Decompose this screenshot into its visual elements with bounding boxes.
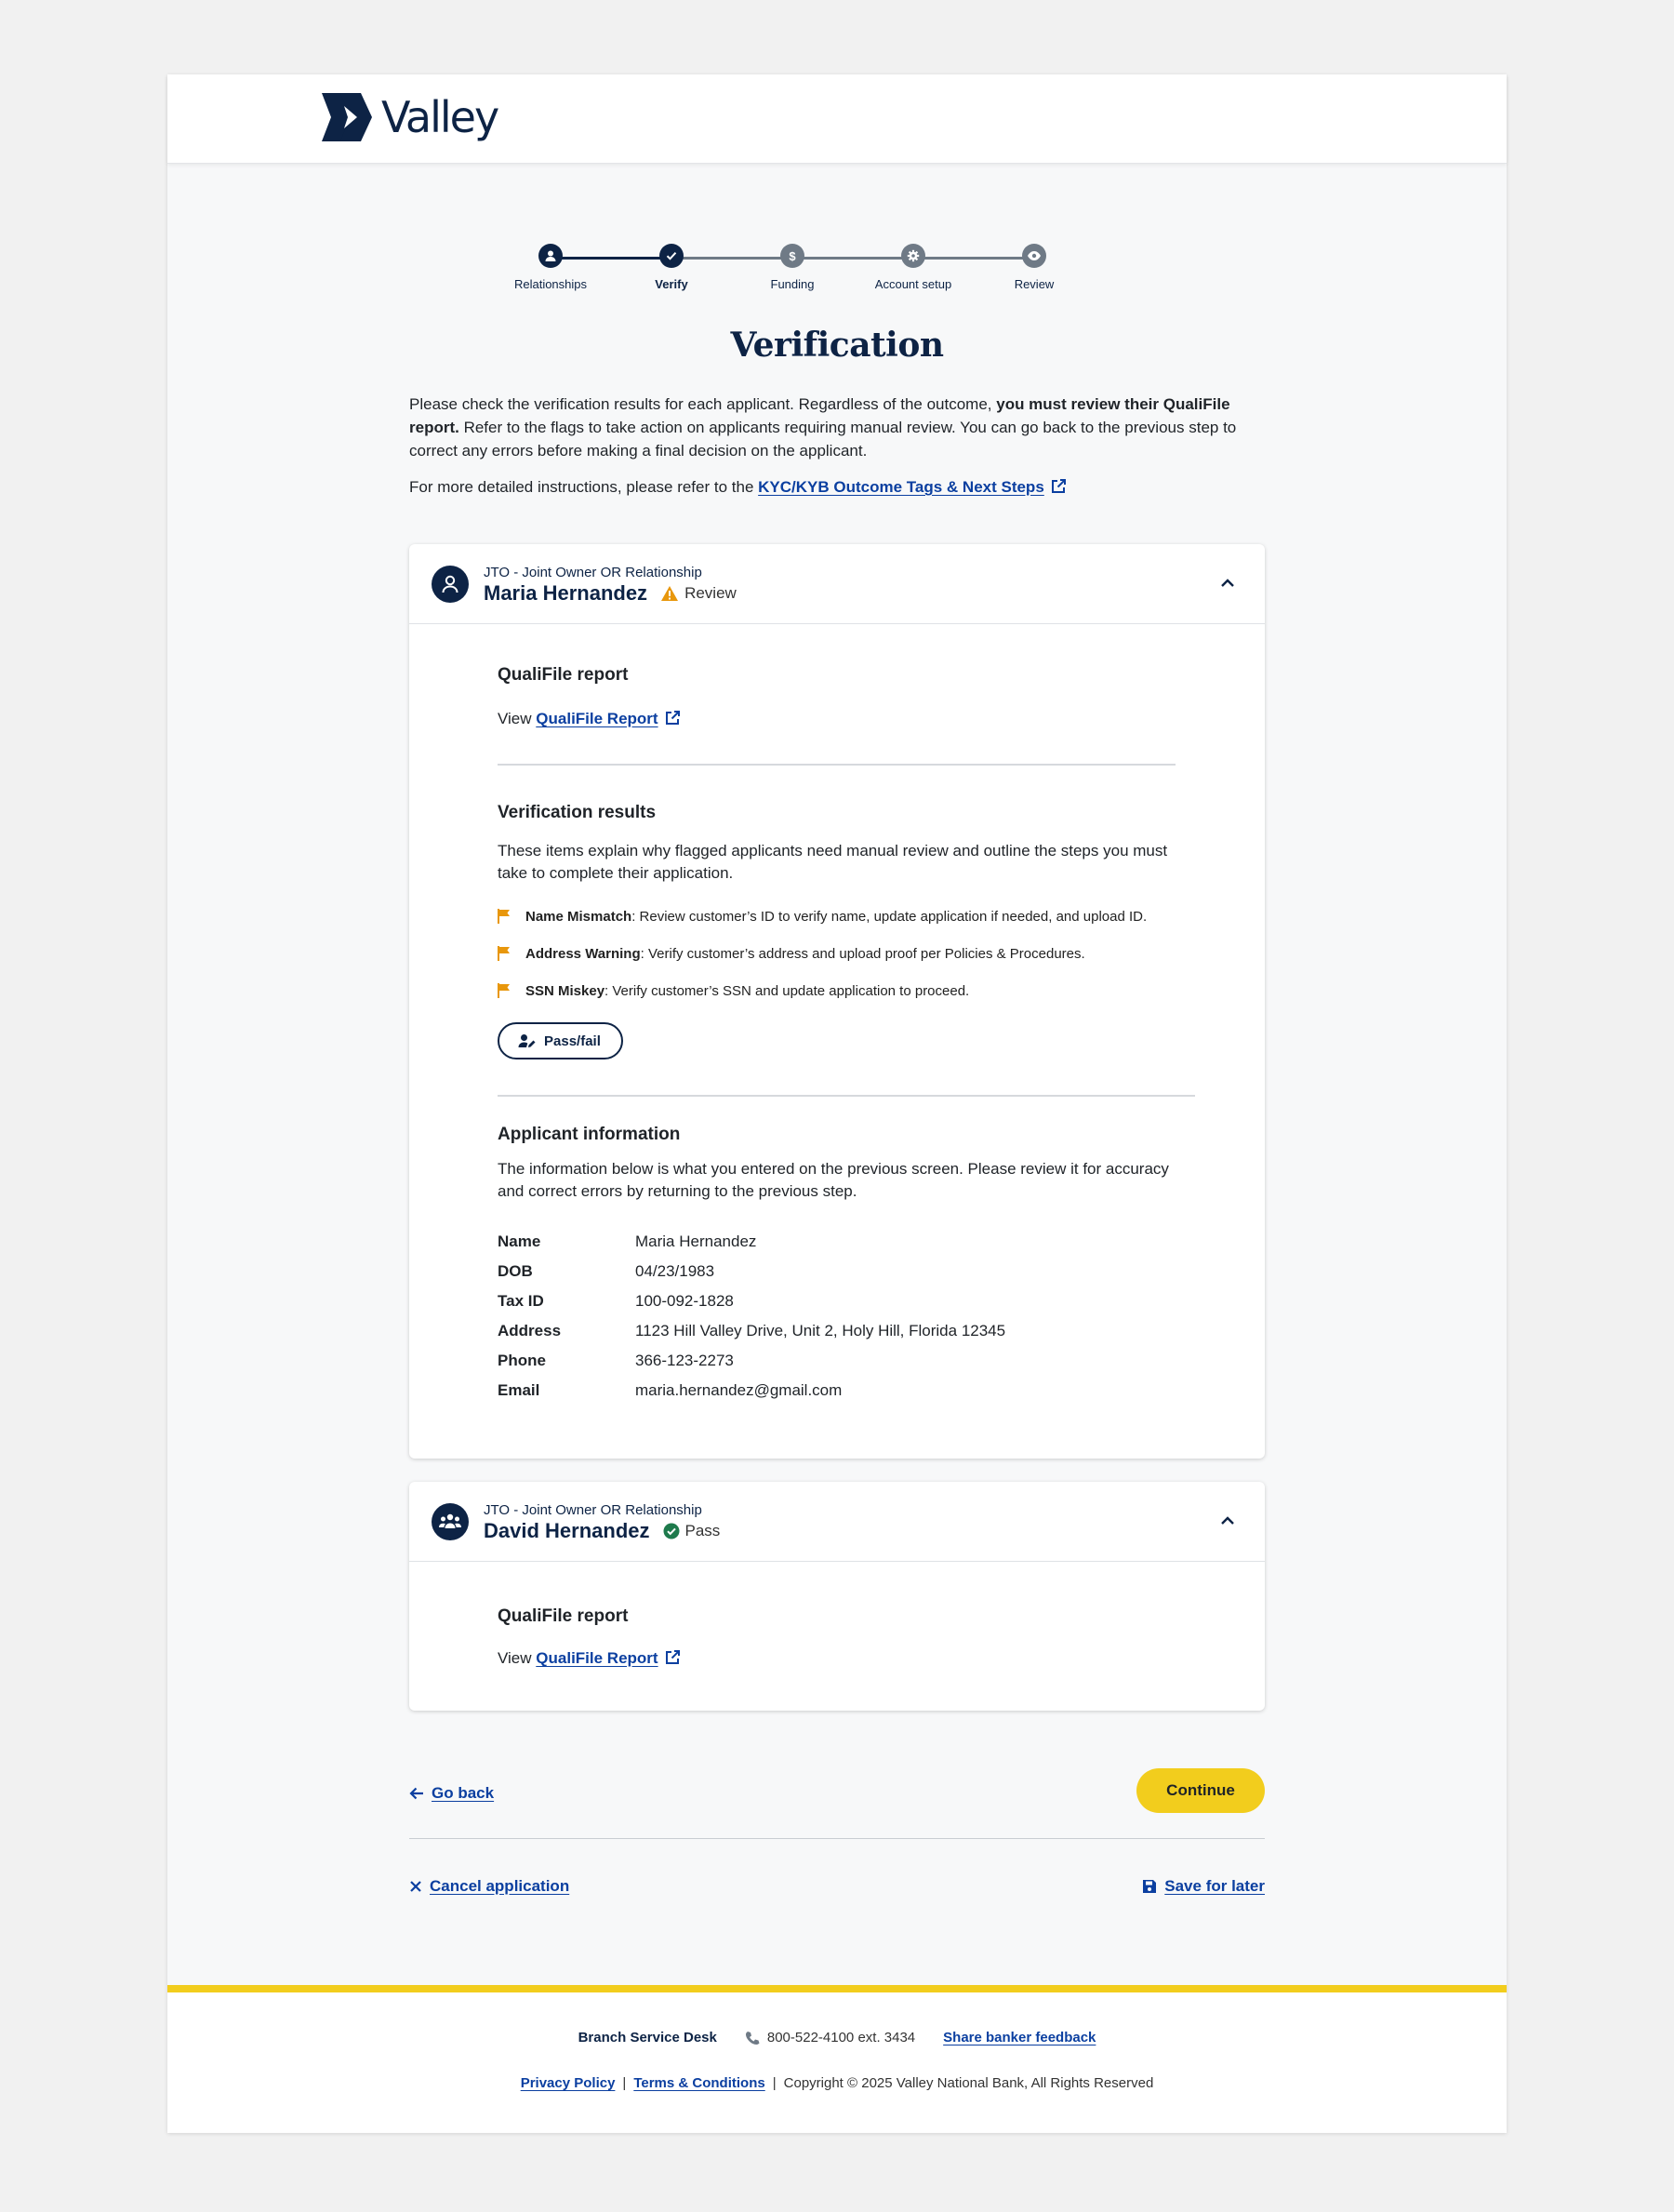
- user-edit-icon: [518, 1033, 537, 1048]
- view-prefix: View: [498, 1649, 532, 1667]
- qualifile-link-label: QualiFile Report: [536, 1649, 658, 1667]
- flag-desc: : Verify customer’s address and upload proof per Policies & Procedures.: [640, 945, 1085, 962]
- page-footer: [167, 1985, 1507, 2133]
- flag-icon: [498, 909, 511, 924]
- flag-text: [525, 946, 1085, 962]
- dollar-icon: $: [780, 244, 804, 268]
- info-row: [498, 1316, 1176, 1346]
- warning-icon: [660, 585, 679, 602]
- step-label: Review: [1014, 277, 1055, 291]
- intro-bold: you must review their QualiFile report.: [409, 395, 1230, 436]
- chevron-up-icon[interactable]: [1218, 574, 1237, 593]
- valley-logo-icon: [320, 93, 374, 141]
- info-label: Name: [498, 1233, 541, 1250]
- status-text: Pass: [684, 1522, 721, 1539]
- phone-number: 800-522-4100 ext. 3434: [766, 2030, 916, 2045]
- applicant-card-header[interactable]: [409, 1482, 1265, 1562]
- info-row: [498, 1286, 1176, 1316]
- applicant-info-title: Applicant information: [498, 1125, 681, 1144]
- flag-text: [525, 909, 1147, 925]
- nav-divider: [409, 1838, 1265, 1839]
- kyc-link-label: KYC/KYB Outcome Tags & Next Steps: [758, 478, 1044, 496]
- qualifile-link-label: QualiFile Report: [536, 710, 658, 727]
- save-for-later-link[interactable]: [1142, 1877, 1265, 1896]
- step-verify[interactable]: [611, 244, 732, 291]
- info-row: [498, 1376, 1176, 1406]
- external-link-icon[interactable]: [1050, 478, 1067, 495]
- footer-separator: |: [772, 2075, 777, 2091]
- qualifile-title: QualiFile report: [498, 665, 629, 685]
- copyright-text: Copyright © 2025 Valley National Bank, All Rights Reserved: [783, 2075, 1154, 2091]
- applicant-card-maria: [409, 544, 1265, 1459]
- flag-name: Address Warning: [525, 945, 641, 962]
- privacy-policy-link[interactable]: Privacy Policy: [520, 2075, 616, 2091]
- close-icon: [409, 1880, 422, 1893]
- intro-part2: Refer to the flags to take action on applicants requiring manual review. You can go back to the previous step to correct any errors before making a final decision on the applicant.: [409, 419, 1237, 460]
- view-prefix: View: [498, 710, 532, 727]
- page-title: Verification: [730, 326, 944, 365]
- section-divider: [498, 764, 1176, 766]
- applicant-card-body: [409, 624, 1265, 1406]
- footer-legal-row: [167, 2075, 1507, 2091]
- status-badge: [663, 1522, 721, 1540]
- share-feedback-link[interactable]: Share banker feedback: [943, 2030, 1096, 2045]
- section-divider: [498, 1095, 1195, 1097]
- info-row: [498, 1227, 1176, 1257]
- progress-stepper: [513, 244, 1144, 300]
- branch-desk-label: Branch Service Desk: [578, 2030, 717, 2045]
- applicant-name: [484, 581, 737, 606]
- flag-icon: [498, 946, 511, 961]
- eye-icon: [1022, 244, 1046, 268]
- qualifile-title: QualiFile report: [498, 1606, 629, 1626]
- info-value: 1123 Hill Valley Drive, Unit 2, Holy Hill, Florida 12345: [635, 1322, 1006, 1339]
- qualifile-view-line: [498, 1649, 1176, 1668]
- info-row: [498, 1257, 1176, 1286]
- info-label: Email: [498, 1381, 540, 1399]
- terms-link[interactable]: Terms & Conditions: [633, 2075, 765, 2091]
- info-label: Tax ID: [498, 1292, 544, 1310]
- relationship-label: JTO - Joint Owner OR Relationship: [484, 565, 702, 580]
- flag-name: Name Mismatch: [525, 908, 632, 925]
- external-link-icon[interactable]: [664, 710, 681, 726]
- cancel-application-link[interactable]: [409, 1877, 569, 1896]
- top-header: [167, 74, 1507, 164]
- step-label: Relationships: [513, 277, 588, 291]
- cancel-label: Cancel application: [430, 1877, 570, 1895]
- valley-logo[interactable]: [320, 93, 498, 141]
- flag-icon: [498, 983, 511, 998]
- applicant-info-desc: The information below is what you entered on the previous screen. Please review it for accuracy and correct errors by returning to the previous step.: [498, 1160, 1169, 1200]
- save-label: Save for later: [1164, 1877, 1265, 1895]
- save-icon: [1142, 1879, 1157, 1894]
- step-account-setup[interactable]: [853, 244, 974, 291]
- check-icon: [659, 244, 684, 268]
- continue-button[interactable]: Continue: [1136, 1768, 1265, 1813]
- info-row: [498, 1346, 1176, 1376]
- gear-icon: [901, 244, 925, 268]
- step-funding[interactable]: [732, 244, 853, 291]
- avatar-group-icon: [432, 1503, 469, 1540]
- chevron-up-icon[interactable]: [1218, 1512, 1237, 1530]
- avatar-user-icon: [432, 566, 469, 603]
- flag-item: [498, 944, 1176, 963]
- flag-item: [498, 907, 1176, 926]
- step-review[interactable]: [974, 244, 1095, 291]
- relationship-label: JTO - Joint Owner OR Relationship: [484, 1502, 702, 1518]
- step-relationships[interactable]: [490, 244, 611, 291]
- go-back-label: Go back: [432, 1784, 495, 1802]
- arrow-left-icon: [409, 1787, 424, 1800]
- logo-text: Valley: [381, 92, 498, 142]
- flag-item: [498, 981, 1176, 1000]
- applicant-info-table: [498, 1227, 1176, 1406]
- applicant-card-header[interactable]: [409, 544, 1265, 624]
- verification-desc: These items explain why flagged applicants need manual review and outline the steps you must take to complete their application.: [498, 842, 1168, 882]
- applicant-card-body: [409, 1562, 1265, 1668]
- footer-separator: |: [622, 2075, 627, 2091]
- info-value: maria.hernandez@gmail.com: [635, 1381, 843, 1399]
- instructions-prefix: For more detailed instructions, please refer to the: [409, 478, 759, 496]
- status-text: Review: [684, 584, 737, 602]
- info-value: 366-123-2273: [635, 1352, 734, 1369]
- info-label: Address: [498, 1322, 562, 1339]
- pass-fail-label: Pass/fail: [544, 1033, 601, 1049]
- primary-nav-row: [409, 1781, 1265, 1803]
- step-label: Funding: [770, 277, 815, 291]
- external-link-icon[interactable]: [664, 1649, 681, 1666]
- applicant-card-david: [409, 1482, 1265, 1711]
- info-label: Phone: [498, 1352, 546, 1369]
- info-label: DOB: [498, 1262, 533, 1280]
- footer-phone[interactable]: [745, 2030, 915, 2045]
- instructions-paragraph: [409, 475, 1265, 499]
- info-value: 100-092-1828: [635, 1292, 734, 1310]
- flag-desc: : Review customer’s ID to verify name, update application if needed, and upload ID.: [631, 908, 1148, 925]
- flag-name: SSN Miskey: [525, 982, 605, 999]
- flag-desc: : Verify customer’s SSN and update application to proceed.: [604, 982, 970, 999]
- status-badge: [660, 584, 737, 603]
- info-value: 04/23/1983: [635, 1262, 715, 1280]
- user-icon: [538, 244, 563, 268]
- applicant-name: [484, 1519, 720, 1543]
- kyc-outcome-tags-link[interactable]: [758, 478, 1044, 496]
- flag-text: [525, 983, 969, 999]
- pass-fail-button[interactable]: [498, 1022, 623, 1059]
- qualifile-report-link[interactable]: [536, 1649, 658, 1667]
- applicant-name-text: Maria Hernandez: [484, 581, 648, 605]
- applicant-name-text: David Hernandez: [484, 1519, 650, 1542]
- phone-icon: [745, 2031, 760, 2045]
- verification-results-title: Verification results: [498, 803, 657, 822]
- info-value: Maria Hernandez: [635, 1233, 757, 1250]
- intro-paragraph: [409, 393, 1265, 462]
- flag-list: [498, 907, 1176, 1000]
- footer-contact-row: [167, 2030, 1507, 2045]
- step-label: Verify: [655, 277, 688, 291]
- check-circle-icon: [663, 1523, 680, 1539]
- app-frame: [167, 74, 1507, 2133]
- qualifile-report-link[interactable]: [536, 710, 658, 727]
- intro-text: [409, 393, 1265, 499]
- intro-part1: Please check the verification results for each applicant. Regardless of the outcome,: [409, 395, 997, 413]
- qualifile-view-line: [498, 710, 1176, 728]
- step-label: Account setup: [874, 277, 952, 291]
